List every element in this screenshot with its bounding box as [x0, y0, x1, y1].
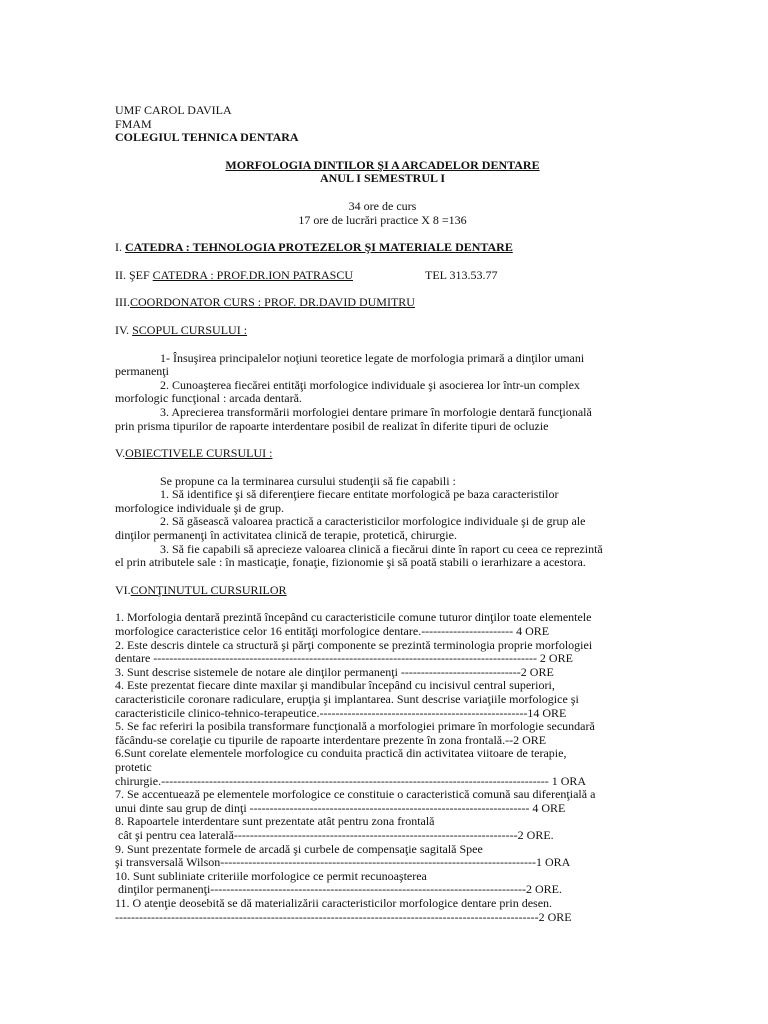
course-hours: 34 ore de curs — [348, 198, 417, 213]
continut-line: cât şi pentru cea laterală-----------------------------------------------------------------------2 ORE. — [115, 828, 554, 842]
section-scop-title: SCOPUL CURSULUI : — [132, 323, 248, 337]
university-name: UMF CAROL DAVILA — [115, 104, 232, 117]
obiective-item-2-line2: dinţilor permanenţi în activitatea clinică de terapie, protetică, chirurgie. — [115, 529, 457, 543]
faculty-name: FMAM — [115, 117, 152, 131]
scop-item-1-line2: permanenţi — [115, 365, 169, 379]
continut-line: caracteristicile coronare radiculare, erupţia şi implantarea. Sunt descrise variaţiile morfologice şi — [115, 693, 579, 706]
continut-line: chirurgie.------------------------------------------------------------------------------------------------- 1 ORA — [115, 774, 587, 788]
obiective-item-2-line1: 2. Să găsească valoarea practică a caracteristicilor morfologice individuale şi de grup ale — [160, 515, 586, 529]
section-sef-text: CATEDRA : PROF.DR.ION PATRASCU — [152, 268, 353, 282]
practice-hours: 17 ore de lucrări practice X 8 =136 — [298, 212, 467, 227]
scop-item-2-line1: 2. Cunoaşterea fiecărei entităţi morfologice individuale şi asocierea lor într-un complex — [160, 378, 580, 392]
continut-line: 4. Este prezentat fiecare dinte maxilar şi mandibular începând cu incisivul central superiori, — [115, 679, 555, 693]
document-page — [115, 104, 650, 924]
obiective-item-1-line2: morfologice individuale şi de grup. — [115, 501, 284, 515]
continut-line: şi transversală Wilson-------------------------------------------------------------------------------1 ORA — [115, 856, 571, 870]
continut-line: 1. Morfologia dentară prezintă începând cu caracteristicile comune tuturor dinţilor toate elementele — [115, 611, 592, 625]
obiective-item-3-line1: 3. Să fie capabili să aprecieze valoarea clinică a fiecărui dinte în raport cu ceea ce reprezintă — [160, 542, 603, 556]
scop-item-2-line2: morfologic funcţional : arcada dentară. — [115, 392, 302, 406]
section-continut — [115, 584, 650, 598]
section-prefix: I. — [115, 241, 125, 255]
continut-line: dentare ------------------------------------------------------------------------------------------------ 2 ORE — [115, 652, 573, 666]
section-coordonator — [115, 296, 650, 310]
continut-line: unui dinte sau grup de dinţi ---------------------------------------------------------------------- 4 ORE — [115, 801, 566, 815]
section-prefix: IV. — [115, 323, 133, 337]
continut-line: 2. Este descris dintele ca structură şi părţi componente se prezintă terminologia proprie morfologiei — [115, 638, 593, 652]
continut-line: 9. Sunt prezentate formele de arcadă şi curbele de compensaţie sagitală Spee — [115, 842, 483, 856]
continut-line: 8. Rapoartele interdentare sunt prezentate atât pentru zona frontală — [115, 815, 435, 829]
section-continut-title: CONŢINUTUL CURSURILOR — [130, 583, 287, 597]
continut-line: 10. Sunt subliniate criteriile morfologice ce permit recunoaşterea — [115, 869, 427, 883]
continut-line: 3. Sunt descrise sistemele de notare ale dinţilor permanenţi ------------------------------2 ORE — [115, 665, 554, 679]
continut-line: făcându-se corelaţie cu tipurile de rapoarte interdentare prezente în zona frontală.--2 ORE — [115, 733, 547, 747]
obiective-item-1-line1: 1. Să identifice şi să diferenţiere fiecare entitate morfologică pe baza caracteristilor — [160, 488, 559, 502]
continut-line: 7. Se accentuează pe elementele morfologice ce constituie o caracteristică comună sau diferenţială a — [115, 788, 596, 802]
continut-line: 5. Se fac referiri la posibila transformare funcţională a morfologiei primare în morfologie secundară — [115, 720, 595, 734]
scop-item-3-line1: 3. Aprecierea transformării morfologiei dentare primare în morfologie dentară funcţională — [160, 405, 592, 419]
section-obiective-title: OBIECTIVELE CURSULUI : — [125, 447, 273, 461]
section-prefix: III. — [115, 296, 130, 310]
continut-line: protetic — [115, 760, 152, 774]
telephone: TEL 313.53.77 — [425, 268, 498, 282]
continut-line: ----------------------------------------------------------------------------------------------------------2 ORE — [115, 910, 572, 924]
section-catedra-text: CATEDRA : TEHNOLOGIA PROTEZELOR ŞI MATERIALE DENTARE — [125, 241, 513, 255]
section-sef — [115, 269, 650, 283]
section-prefix: VI. — [115, 583, 131, 597]
scop-item-1-line1: 1- Însuşirea principalelor noţiuni teoretice legate de morfologia primară a dinţilor umani — [160, 351, 585, 365]
course-subtitle: ANUL I SEMESTRUL I — [319, 171, 446, 186]
obiective-item-3-line2: el prin atributele sale : în masticaţie, fonaţie, fizionomie şi să poată stabili o ierarhizare a acestora. — [115, 556, 586, 570]
section-coordonator-text: COORDONATOR CURS : PROF. DR.DAVID DUMITRU — [130, 296, 415, 310]
scop-item-3-line2: prin prisma tipurilor de rapoarte interdentare posibil de realizat în diferite tipuri de ocluzie — [115, 419, 549, 433]
section-catedra — [115, 241, 650, 255]
continut-list — [115, 611, 650, 924]
section-scop — [115, 324, 650, 338]
continut-line: caracteristicile clinico-tehnico-terapeutice.----------------------------------------------------14 ORE — [115, 706, 567, 720]
continut-line: 11. O atenţie deosebită se dă materializării caracteristicilor morfologice dentare prin desen. — [115, 896, 553, 910]
college-name: COLEGIUL TEHNICA DENTARA — [115, 131, 299, 145]
course-title: MORFOLOGIA DINTILOR ŞI A ARCADELOR DENTARE — [225, 157, 540, 172]
section-prefix: II. ŞEF — [115, 268, 153, 282]
section-obiective — [115, 447, 650, 461]
obiective-intro: Se propune ca la terminarea cursului studenţii să fie capabili : — [160, 474, 456, 488]
continut-line: dinţilor permanenţi-------------------------------------------------------------------------------2 ORE. — [115, 883, 562, 897]
continut-line: morfologice caracteristice celor 16 entităţi morfologice dentare.----------------------- 4 ORE — [115, 625, 550, 639]
continut-line: 6.Sunt corelate elementele morfologice cu conduita practică din activitatea viitoare de terapie, — [115, 747, 567, 761]
section-prefix: V. — [115, 447, 126, 461]
